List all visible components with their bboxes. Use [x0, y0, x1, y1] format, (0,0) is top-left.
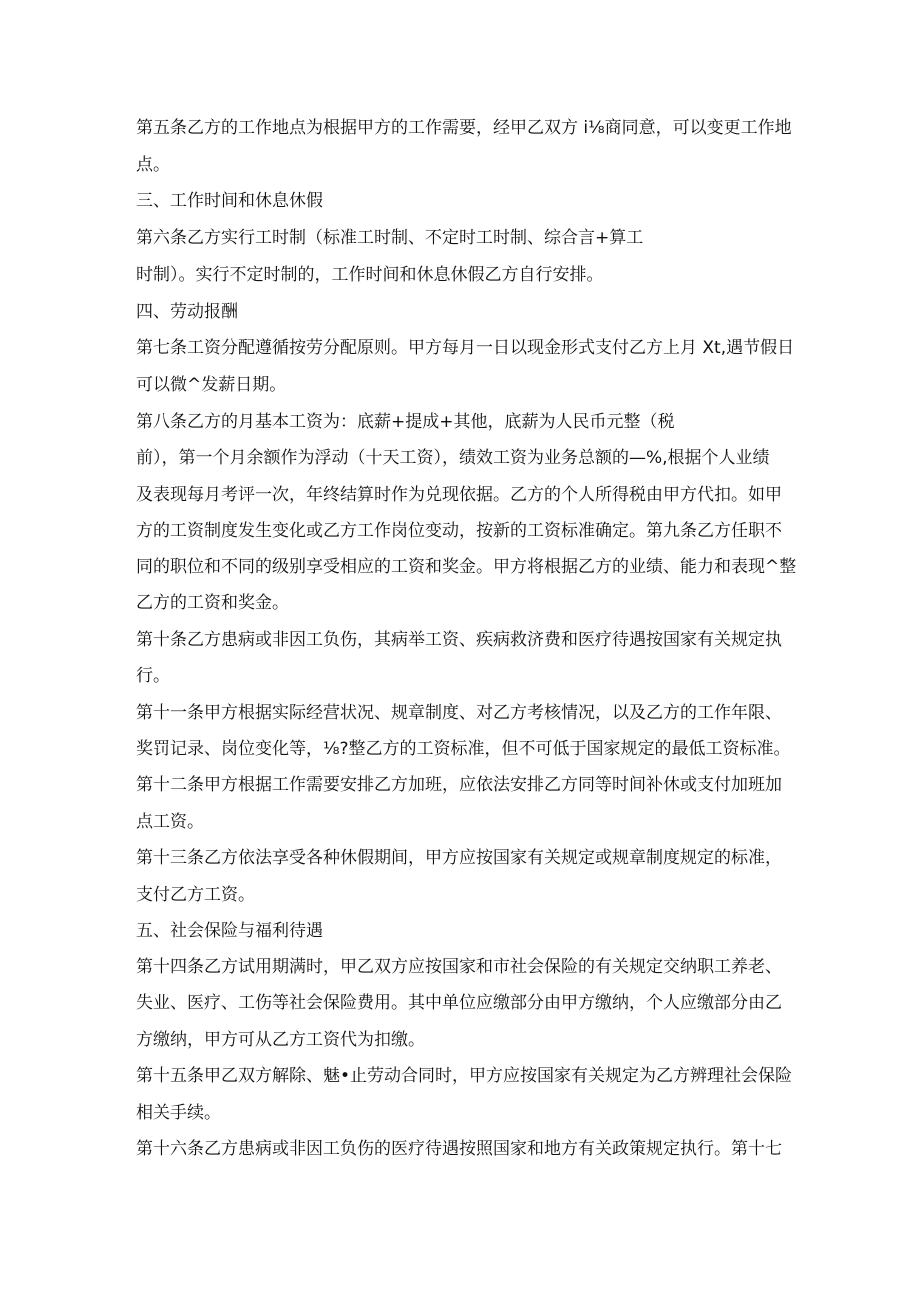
text-line: 第五条乙方的工作地点为根据甲方的工作需要，经甲乙双方 i⅛商同意，可以变更工作地: [136, 118, 792, 138]
text-line: 行。: [136, 666, 170, 686]
text-line: 第十一条甲方根据实际经营状况、规章制度、对乙方考核情况，以及乙方的工作年限、: [136, 703, 782, 723]
section-heading: 四、劳动报酬: [136, 302, 238, 322]
text-line: 可以微^发薪日期。: [136, 375, 287, 395]
text-line: 时制）。实行不定时制的，工作时间和休息休假乙方自行安排。: [136, 265, 604, 285]
text-line: 相关手续。: [136, 1103, 221, 1123]
text-line: 方的工资制度发生变化或乙方工作岗位变动，按新的工资标准确定。第九条乙方任职不: [136, 521, 782, 541]
text-line: 第七条工资分配遵循按劳分配原则。甲方每月一日以现金形式支付乙方上月 Xt,遇节假日: [136, 338, 795, 358]
text-line: 点。: [136, 155, 170, 175]
text-line: 第八条乙方的月基本工资为：底薪+提成+其他，底薪为人民币元整（税: [136, 412, 675, 432]
text-line: 第十二条甲方根据工作需要安排乙方加班，应依法安排乙方同等时间补休或支付加班加: [136, 775, 782, 795]
section-heading: 五、社会保险与福利待遇: [136, 921, 323, 941]
text-line: 奖罚记录、岗位变化等，⅛?整乙方的工资标准，但不可低于国家规定的最低工资标准。: [136, 739, 791, 759]
text-line: 第六条乙方实行工时制（标准工时制、不定时工时制、综合言+算工: [136, 228, 644, 248]
text-line: 前），第一个月余额作为浮动（十天工资），绩效工资为业务总额的—%,根据个人业绩: [136, 448, 770, 468]
text-line: 及表现每月考评一次，年终结算时作为兑现依据。乙方的个人所得税由甲方代扣。如甲: [136, 485, 782, 505]
text-line: 方缴纳，甲方可从乙方工资代为扣缴。: [136, 1030, 425, 1050]
text-line: 乙方的工资和奖金。: [136, 593, 289, 613]
text-line: 失业、医疗、工伤等社会保险费用。其中单位应缴部分由甲方缴纳，个人应缴部分由乙: [136, 993, 782, 1013]
text-line: 第十三条乙方依法享受各种休假期间，甲方应按国家有关规定或规章制度规定的标准，: [136, 848, 782, 868]
section-heading: 三、工作时间和休息休假: [136, 191, 323, 211]
text-line: 同的职位和不同的级别享受相应的工资和奖金。甲方将根据乙方的业绩、能力和表现^整: [136, 557, 797, 577]
text-line: 第十六条乙方患病或非因工负伤的医疗待遇按照国家和地方有关政策规定执行。第十七: [136, 1139, 782, 1159]
text-line: 第十四条乙方试用期满时，甲乙双方应按国家和市社会保险的有关规定交纳职工养老、: [136, 957, 782, 977]
text-line: 第十条乙方患病或非因工负伤，其病举工资、疾病救济费和医疗待遇按国家有关规定执: [136, 630, 782, 650]
text-line: 支付乙方工资。: [136, 885, 255, 905]
text-line: 第十五条甲乙双方解除、魅•止劳动合同时，甲方应按国家有关规定为乙方辨理社会保险: [136, 1066, 793, 1086]
text-line: 点工资。: [136, 812, 204, 832]
